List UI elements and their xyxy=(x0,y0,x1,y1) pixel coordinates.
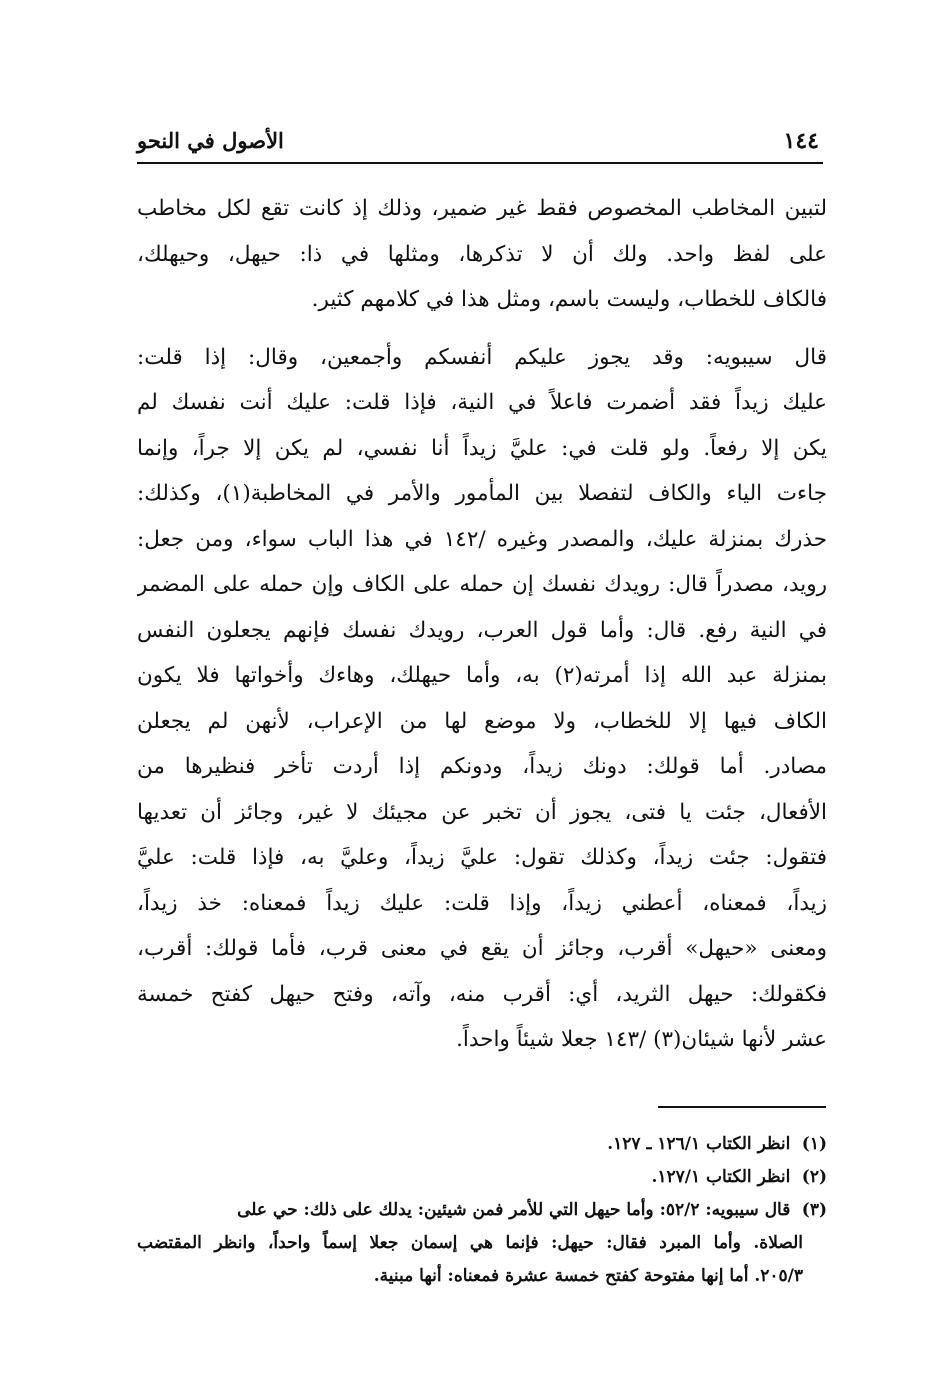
footnote-separator xyxy=(658,1106,826,1108)
text-line: على لفظ واحد. ولك أن لا تذكرها، ومثلها في ذا: حيهل، وحيهلك، xyxy=(137,241,827,267)
text-line: فتقول: جئت زيداً، وكذلك تقول: عليَّ زيداً، وعليَّ به، فإذا قلت: عليَّ xyxy=(137,845,827,870)
text-line: زيداً، فمعناه، أعطني زيداً، وإذا قلت: عليك زيداً فمعناه: خذ زيداً، xyxy=(137,890,827,916)
text-line: يكن إلا رفعاً. ولو قلت في: عليَّ زيداً أنا نفسي، لم يكن إلا جراً، وإنما xyxy=(137,435,827,461)
text-line: ومعنى «حيهل» أقرب، وجائز أن يقع في معنى قرب، فأما قولك: أقرب، xyxy=(137,936,827,961)
running-title: الأصول في النحو xyxy=(137,128,284,153)
text-line: رويد، مصدراً قال: رويدك نفسك إن حمله على الكاف وإن حمله على المضمر xyxy=(137,572,827,597)
page-number: ١٤٤ xyxy=(783,128,819,154)
footnote-text: انظر الكتاب ١٢٧/١. xyxy=(651,1167,791,1187)
main-text xyxy=(137,186,827,1063)
footnote-3-continuation: الصلاة. وأما المبرد فقال: حيهل: فإنما هي إسمان جعلا إسماً واحداً، وانظر المقتضب xyxy=(137,1233,803,1253)
header-rule xyxy=(137,162,823,164)
text-line: فكقولك: حيهل الثريد، أي: أقرب منه، وآته، وفتح حيهل كفتح خمسة xyxy=(137,981,827,1007)
text-line: الأفعال، جئت يا فتى، يجوز أن تخبر عن مجيئك لا غير، وجائز أن تعديها xyxy=(137,799,827,825)
footnote-number: (٣) xyxy=(801,1200,827,1220)
text-line: عليك زيداً فقد أضمرت فاعلاً في النية، فإذا قلت: عليك أنت نفسك لم xyxy=(137,390,827,415)
footnote-number: (٢) xyxy=(801,1167,827,1187)
text-line: عشر لأنها شيئان(٣) /١٤٣ جعلا شيئاً واحداً. xyxy=(456,1027,827,1052)
footnote-3 xyxy=(137,1194,827,1227)
footnotes xyxy=(137,1128,827,1293)
text-line: حذرك بمنزلة عليك، والمصدر وغيره /١٤٢ في هذا الباب سواء، ومن جعل: xyxy=(137,526,827,552)
footnote-text: قال سيبويه: ٥٢/٢: وأما حيهل التي للأمر فمن شيئين: يدلك على ذلك: حي على xyxy=(237,1200,791,1220)
text-line: بمنزلة عبد الله إذا أمرته(٢) به، وأما حيهلك، وهاءك وأخواتها فلا يكون xyxy=(137,663,827,688)
page-header xyxy=(137,128,823,162)
text-line: قال سيبويه: وقد يجوز عليكم أنفسكم وأجمعين، وقال: إذا قلت: xyxy=(137,344,827,370)
footnote-2 xyxy=(137,1161,827,1194)
text-line: لتبين المخاطب المخصوص فقط غير ضمير، وذلك إذ كانت تقع لكل مخاطب xyxy=(137,196,827,221)
text-line: فالكاف للخطاب، وليست باسم، ومثل هذا في كلامهم كثير. xyxy=(311,287,827,312)
text-line: الكاف فيها إلا للخطاب، ولا موضع لها من الإعراب، لأنهن لم يجعلن xyxy=(137,708,827,734)
text-line: في النية رفع. قال: وأما قول العرب، رويدك نفسك فإنهم يجعلون النفس xyxy=(137,617,827,643)
footnote-text: انظر الكتاب ١٢٦/١ ـ ١٢٧. xyxy=(607,1134,791,1154)
text-line: مصادر. أما قولك: دونك زيداً، ودونكم إذا أردت تأخر فنظيرها من xyxy=(137,754,827,779)
text-line: جاءت الياء والكاف لتفصلا بين المأمور والأمر في المخاطبة(١)، وكذلك: xyxy=(137,481,827,506)
footnote-3-continuation: ٢٠٥/٣. أما إنها مفتوحة كفتح خمسة عشرة فمعناه: أنها مبنية. xyxy=(373,1266,803,1286)
paragraph-gap xyxy=(137,323,827,335)
footnote-1 xyxy=(137,1128,827,1161)
footnote-number: (١) xyxy=(801,1134,827,1154)
